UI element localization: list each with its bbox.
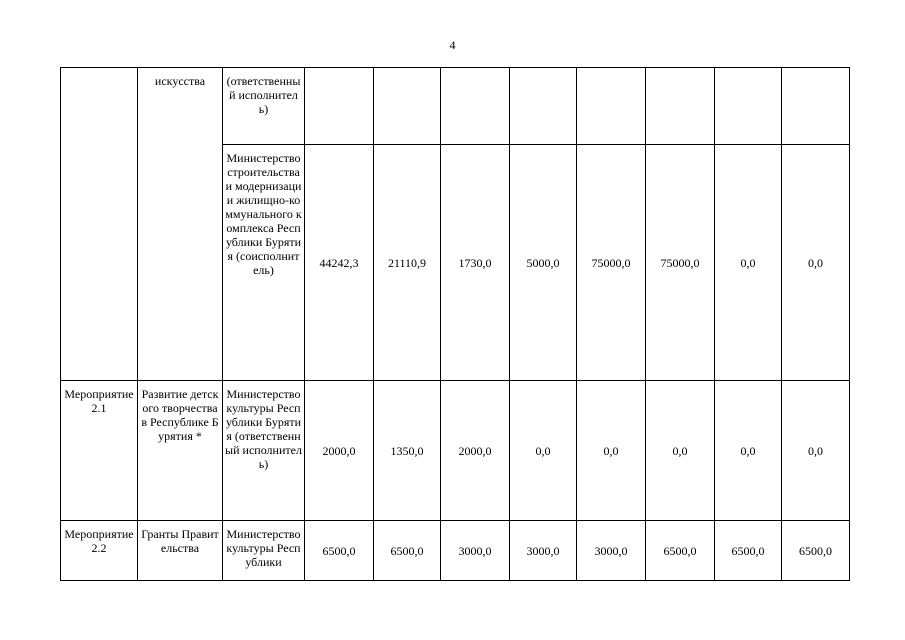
budget-table	[60, 67, 850, 581]
value-cell: 0,0	[715, 381, 782, 521]
value-cell: 2000,0	[305, 381, 374, 521]
measure-cell: Мероприятие 2.2	[61, 521, 138, 581]
table-row	[61, 381, 850, 521]
value-cell: 44242,3	[305, 145, 374, 381]
value-cell	[715, 68, 782, 145]
measure-cell: Мероприятие 2.1	[61, 381, 138, 521]
value-cell: 21110,9	[374, 145, 441, 381]
value-cell: 75000,0	[646, 145, 715, 381]
measure-name-cell: искусства	[138, 68, 223, 381]
value-cell: 3000,0	[441, 521, 510, 581]
value-cell: 6500,0	[374, 521, 441, 581]
value-cell: 6500,0	[305, 521, 374, 581]
value-cell	[374, 68, 441, 145]
value-cell: 6500,0	[782, 521, 850, 581]
executor-cell: Министерство культуры Республики	[223, 521, 305, 581]
value-cell: 1350,0	[374, 381, 441, 521]
measure-cell	[61, 68, 138, 381]
measure-name-cell: Гранты Правительства	[138, 521, 223, 581]
measure-name-cell: Развитие детского творчества в Республике Бурятия *	[138, 381, 223, 521]
value-cell: 0,0	[577, 381, 646, 521]
value-cell: 6500,0	[646, 521, 715, 581]
value-cell: 6500,0	[715, 521, 782, 581]
table-row	[61, 68, 850, 145]
executor-cell: (ответственный исполнитель)	[223, 68, 305, 145]
value-cell	[305, 68, 374, 145]
value-cell: 2000,0	[441, 381, 510, 521]
value-cell	[441, 68, 510, 145]
value-cell: 3000,0	[510, 521, 577, 581]
value-cell: 75000,0	[577, 145, 646, 381]
value-cell: 0,0	[782, 145, 850, 381]
value-cell: 1730,0	[441, 145, 510, 381]
executor-cell: Министерство строительства и модернизации жилищно-коммунального комплекса Республики Бурятия (соисполнитель)	[223, 145, 305, 381]
value-cell: 0,0	[646, 381, 715, 521]
value-cell	[646, 68, 715, 145]
value-cell	[510, 68, 577, 145]
page-number: 4	[449, 38, 456, 52]
value-cell	[577, 68, 646, 145]
value-cell: 0,0	[715, 145, 782, 381]
executor-cell: Министерство культуры Республики Бурятия (ответственный исполнитель)	[223, 381, 305, 521]
value-cell: 3000,0	[577, 521, 646, 581]
table-row	[61, 521, 850, 581]
value-cell: 5000,0	[510, 145, 577, 381]
value-cell: 0,0	[510, 381, 577, 521]
value-cell	[782, 68, 850, 145]
value-cell: 0,0	[782, 381, 850, 521]
